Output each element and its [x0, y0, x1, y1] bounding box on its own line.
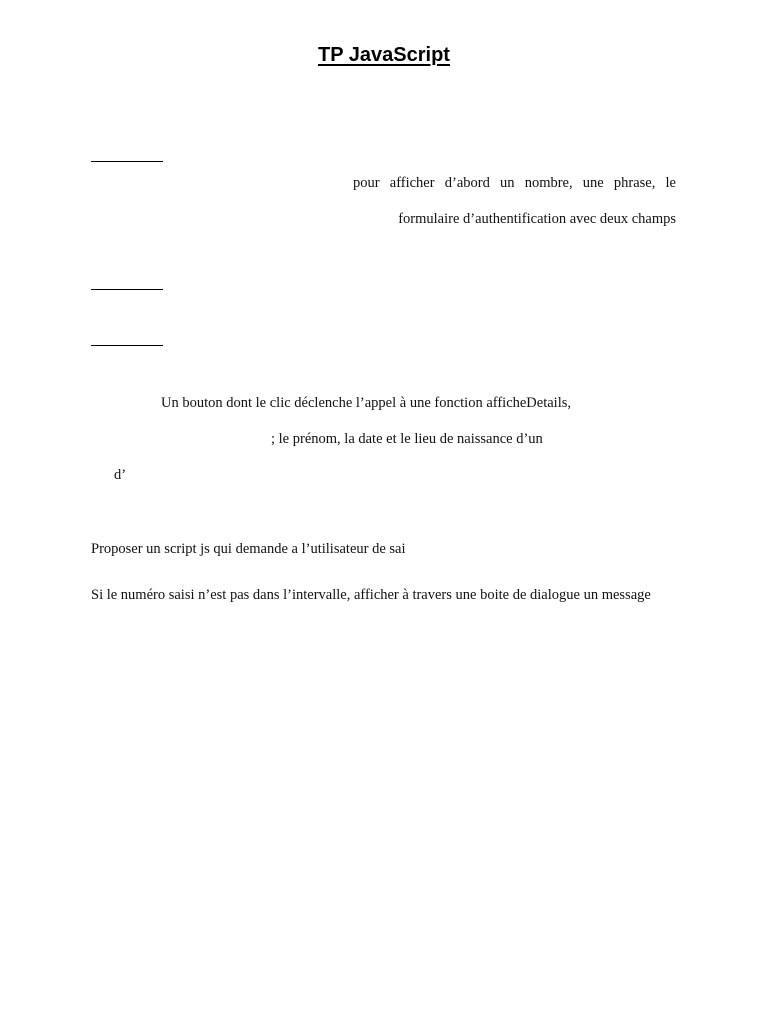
exercise-1-heading-rule	[91, 161, 163, 162]
word: phrase,	[613, 175, 656, 191]
exercise-3-line-1: Un bouton dont le clic déclenche l’appel à une fonction afficheDetails,	[161, 395, 572, 411]
exercise-4-line-1: Proposer un script js qui demande a l’utilisateur de sai	[91, 541, 406, 557]
word: une	[582, 175, 604, 191]
exercise-3-line-3: d’	[114, 467, 127, 483]
exercise-3-heading-rule	[91, 345, 163, 346]
exercise-3-line-2: ; le prénom, la date et le lieu de naissance d’un	[271, 431, 543, 447]
page-title: TP JavaScript	[318, 44, 450, 66]
exercise-4-line-2: Si le numéro saisi n’est pas dans l’intervalle, afficher à travers une boite de dialogue un message	[91, 587, 651, 603]
exercise-1-line-2: formulaire d’authentification avec deux champs	[398, 211, 676, 227]
word: afficher	[389, 175, 435, 191]
word: pour	[353, 175, 380, 191]
word: le	[665, 175, 676, 191]
word: un	[500, 175, 515, 191]
word: d’abord	[444, 175, 490, 191]
exercise-2-heading-rule	[91, 289, 163, 290]
word: nombre,	[524, 175, 573, 191]
exercise-1-line-1	[353, 174, 676, 192]
